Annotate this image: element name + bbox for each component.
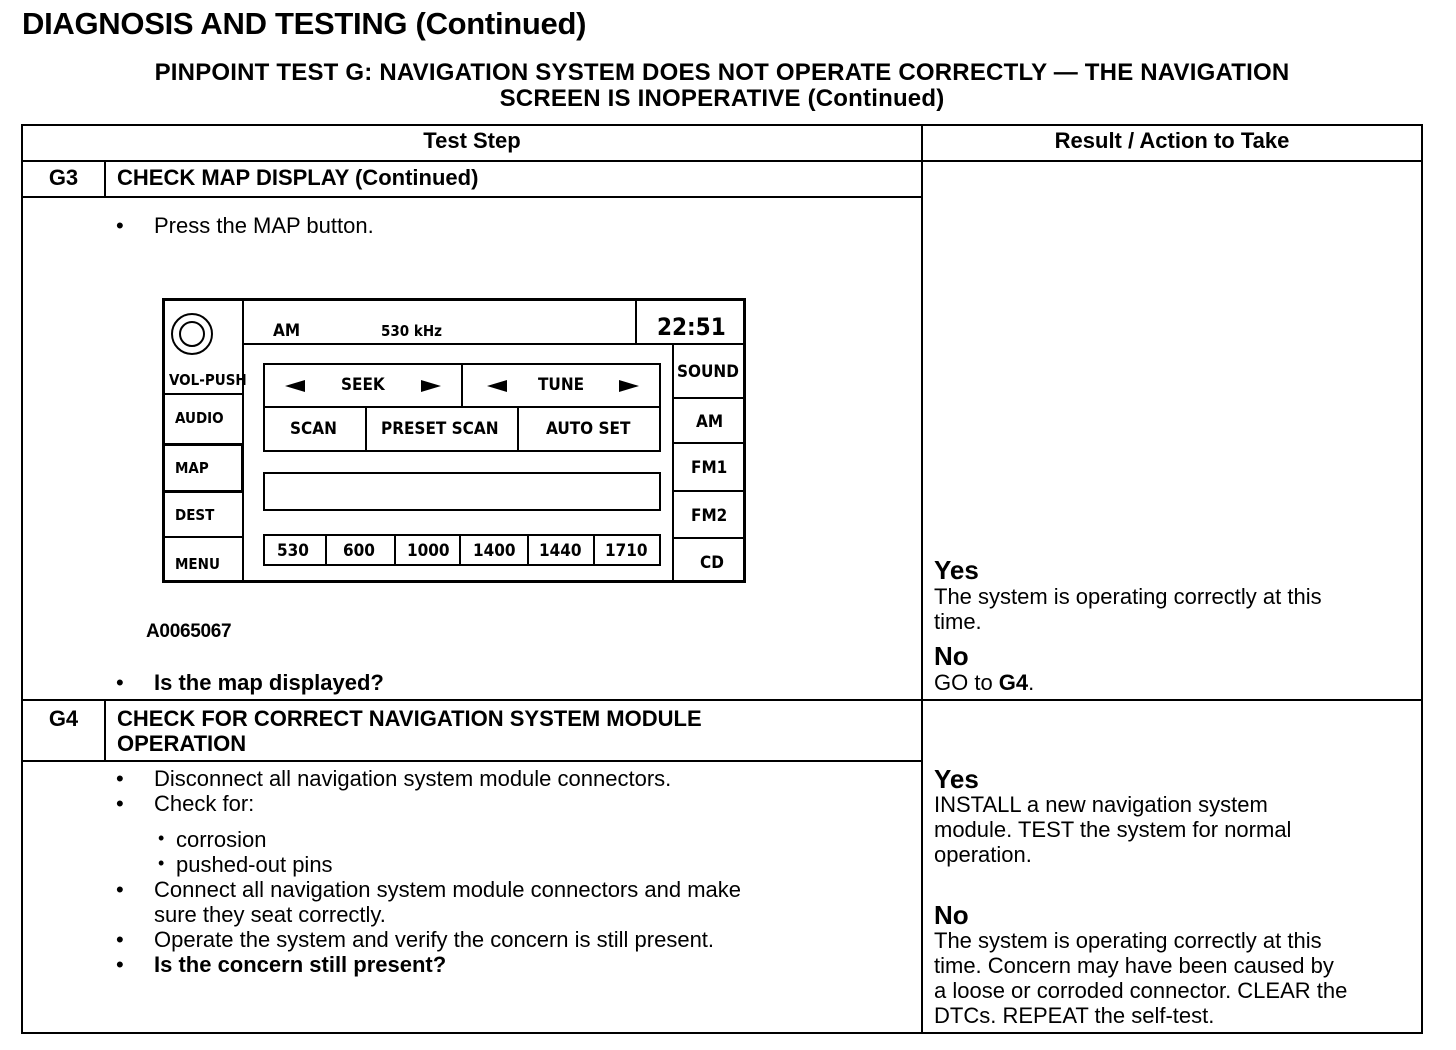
sound-button: SOUND <box>677 362 739 382</box>
frequency-display: 530 kHz <box>381 322 442 340</box>
fm1-button: FM1 <box>691 458 728 478</box>
preset-1: 530 <box>277 541 309 561</box>
sub-bullet: • <box>158 853 165 873</box>
volume-knob-icon <box>171 313 213 355</box>
tune-back-icon <box>487 379 507 397</box>
step-id-g3: G3 <box>48 165 79 190</box>
pinpoint-test-title <box>22 60 1422 112</box>
fm2-button: FM2 <box>691 506 728 526</box>
vol-push-label: VOL-PUSH <box>169 371 247 389</box>
g4-step-check-for: Check for: <box>154 791 255 816</box>
g4-no-label: No <box>934 900 969 930</box>
tune-forward-icon <box>619 379 639 397</box>
bullet: • <box>116 670 124 695</box>
scan-button: SCAN <box>290 419 337 439</box>
step-title-g4: CHECK FOR CORRECT NAVIGATION SYSTEM MODULE OPERATION <box>117 706 702 756</box>
preset-2: 600 <box>343 541 375 561</box>
g4-sub-pushed-out-pins: pushed-out pins <box>176 852 333 877</box>
dest-button: DEST <box>175 506 215 524</box>
seek-forward-icon <box>421 379 441 397</box>
preset-4: 1400 <box>473 541 516 561</box>
bullet: • <box>116 213 124 238</box>
menu-button: MENU <box>175 555 220 573</box>
g3-no-target: G4 <box>998 670 1029 695</box>
radio-head-unit-figure <box>162 298 746 583</box>
g3-question: Is the map displayed? <box>154 670 384 695</box>
g4-sub-corrosion: corrosion <box>176 827 267 852</box>
station-text-display <box>263 472 661 511</box>
bullet: • <box>116 927 124 952</box>
g4-question: Is the concern still present? <box>154 952 447 977</box>
g3-no-label: No <box>934 641 969 671</box>
step-title-g3: CHECK MAP DISPLAY (Continued) <box>117 165 479 190</box>
cd-button: CD <box>700 553 724 573</box>
g4-yes-label: Yes <box>934 764 979 794</box>
g3-yes-text-1: The system is operating correctly at this <box>934 584 1322 609</box>
sub-bullet: • <box>158 828 165 848</box>
bullet: • <box>116 952 124 977</box>
am-button: AM <box>696 412 724 432</box>
seek-back-icon <box>285 379 305 397</box>
g4-no-text: The system is operating correctly at this time. Concern may have been caused by a loose or corroded connector. CLEAR the DTCs. REPEAT the self-test. <box>934 928 1348 1028</box>
band-display: AM <box>273 321 301 341</box>
subtitle-line-1: PINPOINT TEST G: NAVIGATION SYSTEM DOES NOT OPERATE CORRECTLY — THE NAVIGATION <box>154 59 1290 86</box>
g3-step-press-map: Press the MAP button. <box>154 213 374 238</box>
clock-display: 22:51 <box>657 313 726 341</box>
figure-id: A0065067 <box>146 621 232 642</box>
g4-step-operate: Operate the system and verify the concern is still present. <box>154 927 715 952</box>
col-header-test-step: Test Step <box>423 128 521 153</box>
bullet: • <box>116 791 124 816</box>
tune-label: TUNE <box>538 375 585 395</box>
preset-5: 1440 <box>539 541 582 561</box>
preset-6: 1710 <box>605 541 648 561</box>
col-header-result: Result / Action to Take <box>1054 128 1290 153</box>
seek-label: SEEK <box>341 375 385 395</box>
g4-yes-text: INSTALL a new navigation system module. TEST the system for normal operation. <box>934 792 1292 867</box>
bullet: • <box>116 877 124 902</box>
preset-scan-button: PRESET SCAN <box>381 419 499 439</box>
page-title: DIAGNOSIS AND TESTING (Continued) <box>22 6 587 41</box>
g4-step-connect: Connect all navigation system module connectors and make sure they seat correctly. <box>154 877 741 927</box>
preset-3: 1000 <box>407 541 450 561</box>
subtitle-line-2: SCREEN IS INOPERATIVE (Continued) <box>499 85 945 112</box>
audio-button: AUDIO <box>175 409 224 427</box>
bullet: • <box>116 766 124 791</box>
g4-step-disconnect: Disconnect all navigation system module connectors. <box>154 766 672 791</box>
g3-yes-text-2: time. <box>934 609 982 634</box>
map-button: MAP <box>175 459 209 477</box>
preset-bar <box>263 534 661 566</box>
g3-yes-label: Yes <box>934 555 979 585</box>
g3-no-text: GO to G4. <box>934 670 1035 695</box>
auto-set-button: AUTO SET <box>546 419 631 439</box>
step-id-g4: G4 <box>48 706 79 731</box>
